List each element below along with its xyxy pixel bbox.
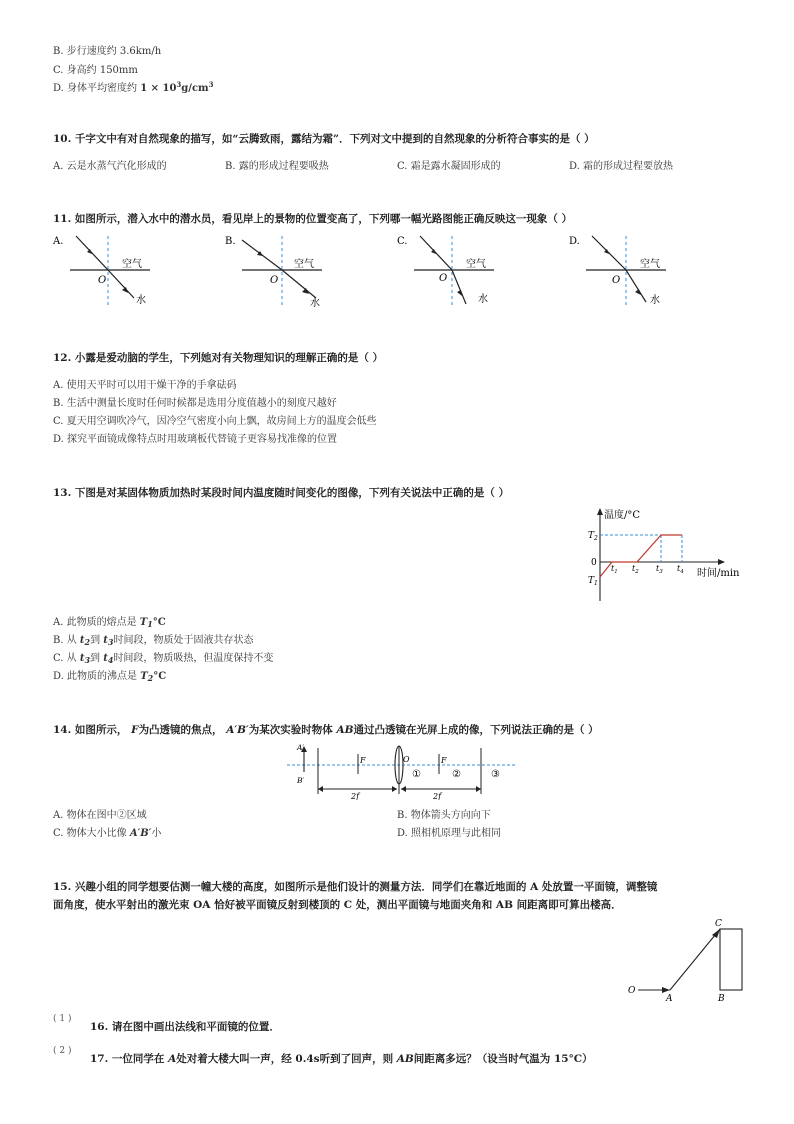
q13-tick-t1: $t_1$: [611, 564, 618, 575]
svg-text:B′: B′: [297, 776, 305, 785]
q13-tick-t2: $t_2$: [632, 564, 639, 575]
q10-option-b: B. 露的形成过程要吸热: [225, 161, 329, 172]
svg-text:空气: 空气: [294, 259, 314, 270]
q10-option-a: A. 云是水蒸气汽化形成的: [53, 161, 167, 172]
q12-option-b: B. 生活中测量长度时任何时候都是选用分度值越小的刻度尺越好: [53, 398, 337, 409]
q13-t1-label: $T_1$: [588, 576, 598, 587]
svg-text:②: ②: [452, 769, 461, 780]
q11-diagrams: [50, 232, 750, 314]
svg-text:2f: 2f: [433, 792, 442, 800]
svg-text:A′: A′: [297, 743, 305, 752]
svg-text:2f: 2f: [351, 792, 360, 800]
svg-text:O: O: [628, 986, 636, 996]
q14-option-d: D. 照相机原理与此相同: [397, 828, 502, 839]
svg-text:D.: D.: [569, 236, 580, 247]
svg-text:①: ①: [412, 769, 421, 780]
q9-option-d: D. 身体平均密度约 $1 \times 10^3g/cm^3$: [53, 80, 214, 94]
q9-option-b: B. 步行速度约 3.6km/h: [53, 46, 162, 57]
q15-building-diagram: [620, 915, 750, 1005]
q14-lens-diagram: [285, 742, 520, 800]
q13-stem: 13. 下图是对某固体物质加热时某段时间内温度随时间变化的图像，下列有关说法中正确的是（ ）: [53, 487, 510, 499]
q9-option-c: C. 身高约 150mm: [53, 65, 138, 76]
svg-text:C: C: [715, 919, 722, 929]
q13-option-a: A. 此物质的熔点是 $T_1^\circ C$: [53, 617, 166, 629]
q11-panel-b: [225, 236, 322, 309]
q11-panel-c: [397, 236, 494, 308]
q12-option-a: A. 使用天平时可以用干燥干净的手拿砝码: [53, 380, 237, 391]
svg-text:A: A: [666, 994, 673, 1004]
q15-stem-line1: 15. 兴趣小组的同学想要估测一幢大楼的高度，如图所示是他们设计的测量方法．同学们在靠近地面的 A 处放置一平面镜，调整镜: [53, 881, 658, 893]
q13-option-c: C. 从 $t_3$到 $t_4$时间段，物质吸热，但温度保持不变: [53, 653, 274, 665]
svg-text:O: O: [403, 755, 410, 764]
q15-sub2-number: ( 2 ): [53, 1046, 72, 1056]
q14-option-c: C. 物体大小比像 A′B′小: [53, 828, 162, 839]
svg-text:水: 水: [136, 295, 146, 306]
svg-text:O: O: [270, 275, 279, 286]
q14-option-a: A. 物体在图中②区域: [53, 810, 147, 821]
q13-temperature-graph: [585, 505, 760, 605]
svg-text:O: O: [98, 275, 107, 286]
q10-option-c: C. 霜是露水凝固形成的: [397, 161, 501, 172]
q15-stem-line2: 面角度，使水平射出的激光束 OA 恰好被平面镜反射到楼顶的 C 处，测出平面镜与地面夹角和 AB 间距离即可算出楼高．: [53, 899, 622, 911]
q11-stem: 11. 如图所示，潜入水中的潜水员，看见岸上的景物的位置变高了，下列哪一幅光路图能正确反映这一现象（ ）: [53, 213, 573, 225]
q13-tick-t3: $t_3$: [656, 564, 663, 575]
q13-tick-t4: $t_4$: [677, 564, 684, 575]
svg-text:B: B: [718, 994, 725, 1004]
svg-text:F: F: [441, 756, 447, 765]
q11-panel-d: [569, 236, 666, 308]
q15-sub1: 16. 请在图中画出法线和平面镜的位置．: [90, 1021, 280, 1033]
q10-option-d: D. 霜的形成过程要放热: [569, 161, 674, 172]
svg-text:空气: 空气: [122, 259, 142, 270]
svg-text:O: O: [439, 273, 448, 284]
svg-text:A.: A.: [53, 236, 64, 247]
svg-text:空气: 空气: [466, 259, 486, 270]
q13-option-d: D. 此物质的沸点是 $T_2^\circ C$: [53, 671, 167, 683]
q13-zero-label: 0: [591, 558, 597, 568]
svg-text:C.: C.: [397, 236, 408, 247]
q13-t2-label: $T_2$: [588, 531, 598, 542]
svg-text:F: F: [360, 756, 366, 765]
svg-text:空气: 空气: [640, 259, 660, 270]
svg-text:O: O: [612, 275, 621, 286]
svg-text:水: 水: [650, 295, 660, 306]
q13-ylabel: 温度/°C: [604, 510, 641, 521]
svg-text:水: 水: [478, 294, 488, 305]
q15-sub2: 17. 一位同学在 A处对着大楼大叫一声，经 0.4s听到了回声，则 AB间距离多远？（设当时气温为 15°C）: [90, 1053, 593, 1065]
svg-text:③: ③: [491, 769, 500, 780]
q12-stem: 12. 小露是爱动脑的学生，下列她对有关物理知识的理解正确的是（ ）: [53, 352, 384, 364]
q14-stem: 14. 如图所示， F为凸透镜的焦点， A′B′为某次实验时物体 AB通过凸透镜在光屏上成的像，下列说法正确的是（ ）: [53, 724, 599, 736]
q14-option-b: B. 物体箭头方向向下: [397, 810, 491, 821]
q11-panel-a: [52, 236, 150, 308]
svg-text:水: 水: [310, 298, 320, 309]
q13-option-b: B. 从 $t_2$到 $t_3$时间段，物质处于固液共存状态: [53, 635, 254, 647]
q12-option-c: C. 夏天用空调吹冷气，因冷空气密度小向上飘，故房间上方的温度会低些: [53, 416, 377, 427]
q12-option-d: D. 探究平面镜成像特点时用玻璃板代替镜子更容易找准像的位置: [53, 434, 338, 445]
q10-stem: 10. 千字文中有对自然现象的描写，如“云腾致雨，露结为霜”．下列对文中提到的自然现象的分析符合事实的是（ ）: [53, 133, 595, 145]
q13-xlabel: 时间/min: [697, 568, 740, 579]
q15-sub1-number: ( 1 ): [53, 1014, 72, 1024]
svg-text:B.: B.: [225, 236, 236, 247]
